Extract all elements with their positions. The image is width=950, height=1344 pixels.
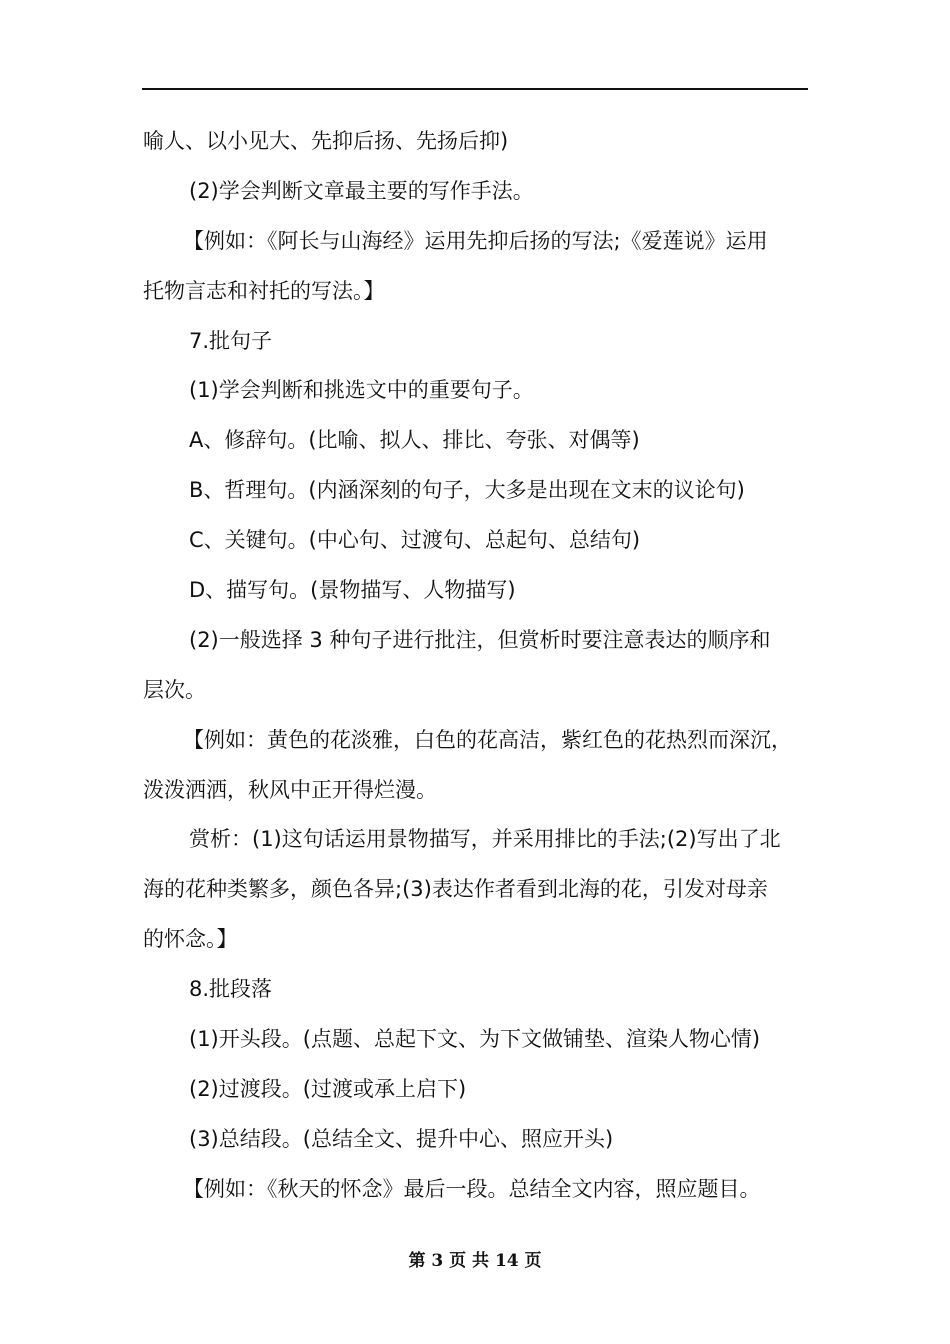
paragraph-line: 的怀念。】 <box>143 927 238 952</box>
paragraph-line: (2)学会判断文章最主要的写作手法。 <box>189 178 534 203</box>
paragraph-line: 泼泼洒洒，秋风中正开得烂漫。 <box>143 777 437 802</box>
page-number: 第 3 页 共 14 页 <box>408 1251 542 1271</box>
document-body <box>143 117 809 1215</box>
list-item: A、修辞句。(比喻、拟人、排比、夸张、对偶等) <box>189 428 640 453</box>
paragraph-line: (2)一般选择 3 种句子进行批注，但赏析时要注意表达的顺序和 <box>189 627 771 652</box>
paragraph-line: 赏析：(1)这句话运用景物描写，并采用排比的手法;(2)写出了北 <box>189 827 781 852</box>
paragraph-line: 【例如：黄色的花淡雅，白色的花高洁，紫红色的花热烈而深沉， <box>183 727 792 752</box>
paragraph-line: 托物言志和衬托的写法。】 <box>143 278 385 303</box>
section-heading: 7.批句子 <box>189 328 273 353</box>
paragraph-line: 喻人、以小见大、先抑后扬、先扬后抑) <box>143 129 509 153</box>
header-rule <box>142 88 808 90</box>
list-item: D、描写句。(景物描写、人物描写) <box>189 578 516 603</box>
paragraph-line: (1)学会判断和挑选文中的重要句子。 <box>189 378 534 403</box>
section-heading: 8.批段落 <box>189 977 273 1002</box>
list-item: (3)总结段。(总结全文、提升中心、照应开头) <box>189 1126 614 1151</box>
list-item: (1)开头段。(点题、总起下文、为下文做铺垫、渲染人物心情) <box>189 1027 761 1052</box>
paragraph-line: 海的花种类繁多，颜色各异;(3)表达作者看到北海的花，引发对母亲 <box>143 877 768 902</box>
list-item: (2)过渡段。(过渡或承上启下) <box>189 1076 467 1101</box>
paragraph-line: 层次。 <box>143 677 206 702</box>
list-item: B、哲理句。(内涵深刻的句子，大多是出现在文末的议论句) <box>189 478 745 503</box>
list-item: C、关键句。(中心句、过渡句、总起句、总结句) <box>189 528 641 553</box>
paragraph-line: 【例如：《秋天的怀念》最后一段。总结全文内容，照应题目。 <box>183 1176 761 1201</box>
paragraph-line: 【例如：《阿长与山海经》运用先抑后扬的写法;《爱莲说》运用 <box>183 228 768 253</box>
